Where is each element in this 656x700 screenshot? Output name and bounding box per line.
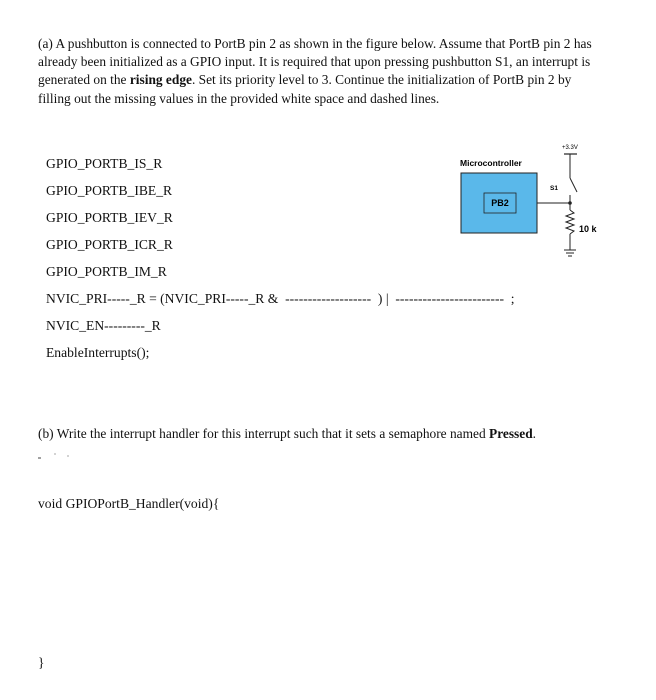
stray-marks — [38, 451, 82, 461]
part-b-text-end: . — [532, 426, 537, 441]
code-line-iev: GPIO_PORTB_IEV_R — [46, 210, 173, 225]
code-line-nvic-en: NVIC_EN---------_R — [46, 318, 161, 333]
handler-signature: void GPIOPortB_Handler(void){ — [38, 496, 220, 511]
part-a-question — [38, 35, 598, 108]
switch-lever — [570, 178, 577, 192]
code-line-is: GPIO_PORTB_IS_R — [46, 156, 163, 171]
part-a-text-end: . Set its priority level to 3. Continue the initialization of PortB pin 2 by filling out the missing values in the provided white space and dashed lines. — [38, 72, 572, 106]
code-line-enable-interrupts: EnableInterrupts(); — [46, 345, 150, 360]
switch-label: S1 — [550, 185, 558, 192]
part-a-text: (a) A pushbutton is connected to PortB pin 2 as shown in the figure below. Assume that PortB pin 2 has already been initialized as a GPIO input. It is required that upon pressing pushbutton S1, an interrupt is generated on the — [38, 36, 592, 88]
resistor-zigzag — [566, 210, 574, 234]
part-b-bold-term: Pressed — [489, 426, 533, 441]
code-line-nvic-pri: NVIC_PRI-----_R = (NVIC_PRI-----_R & ------------------- ) | ------------------------ ; — [46, 291, 515, 306]
mcu-label: Microcontroller — [460, 158, 522, 168]
resistor-label: 10 k — [579, 224, 597, 234]
part-a-bold-term: rising edge — [129, 72, 192, 88]
circuit-diagram — [440, 140, 620, 270]
supply-label: +3.3V — [562, 145, 578, 151]
part-b-text: (b) Write the interrupt handler for this interrupt such that it sets a semaphore named — [38, 426, 490, 441]
part-b-question — [38, 426, 536, 442]
closing-brace: } — [38, 655, 45, 670]
code-line-icr: GPIO_PORTB_ICR_R — [46, 237, 173, 252]
pin-label: PB2 — [491, 198, 509, 208]
code-line-im: GPIO_PORTB_IM_R — [46, 264, 167, 279]
code-line-ibe: GPIO_PORTB_IBE_R — [46, 183, 173, 198]
